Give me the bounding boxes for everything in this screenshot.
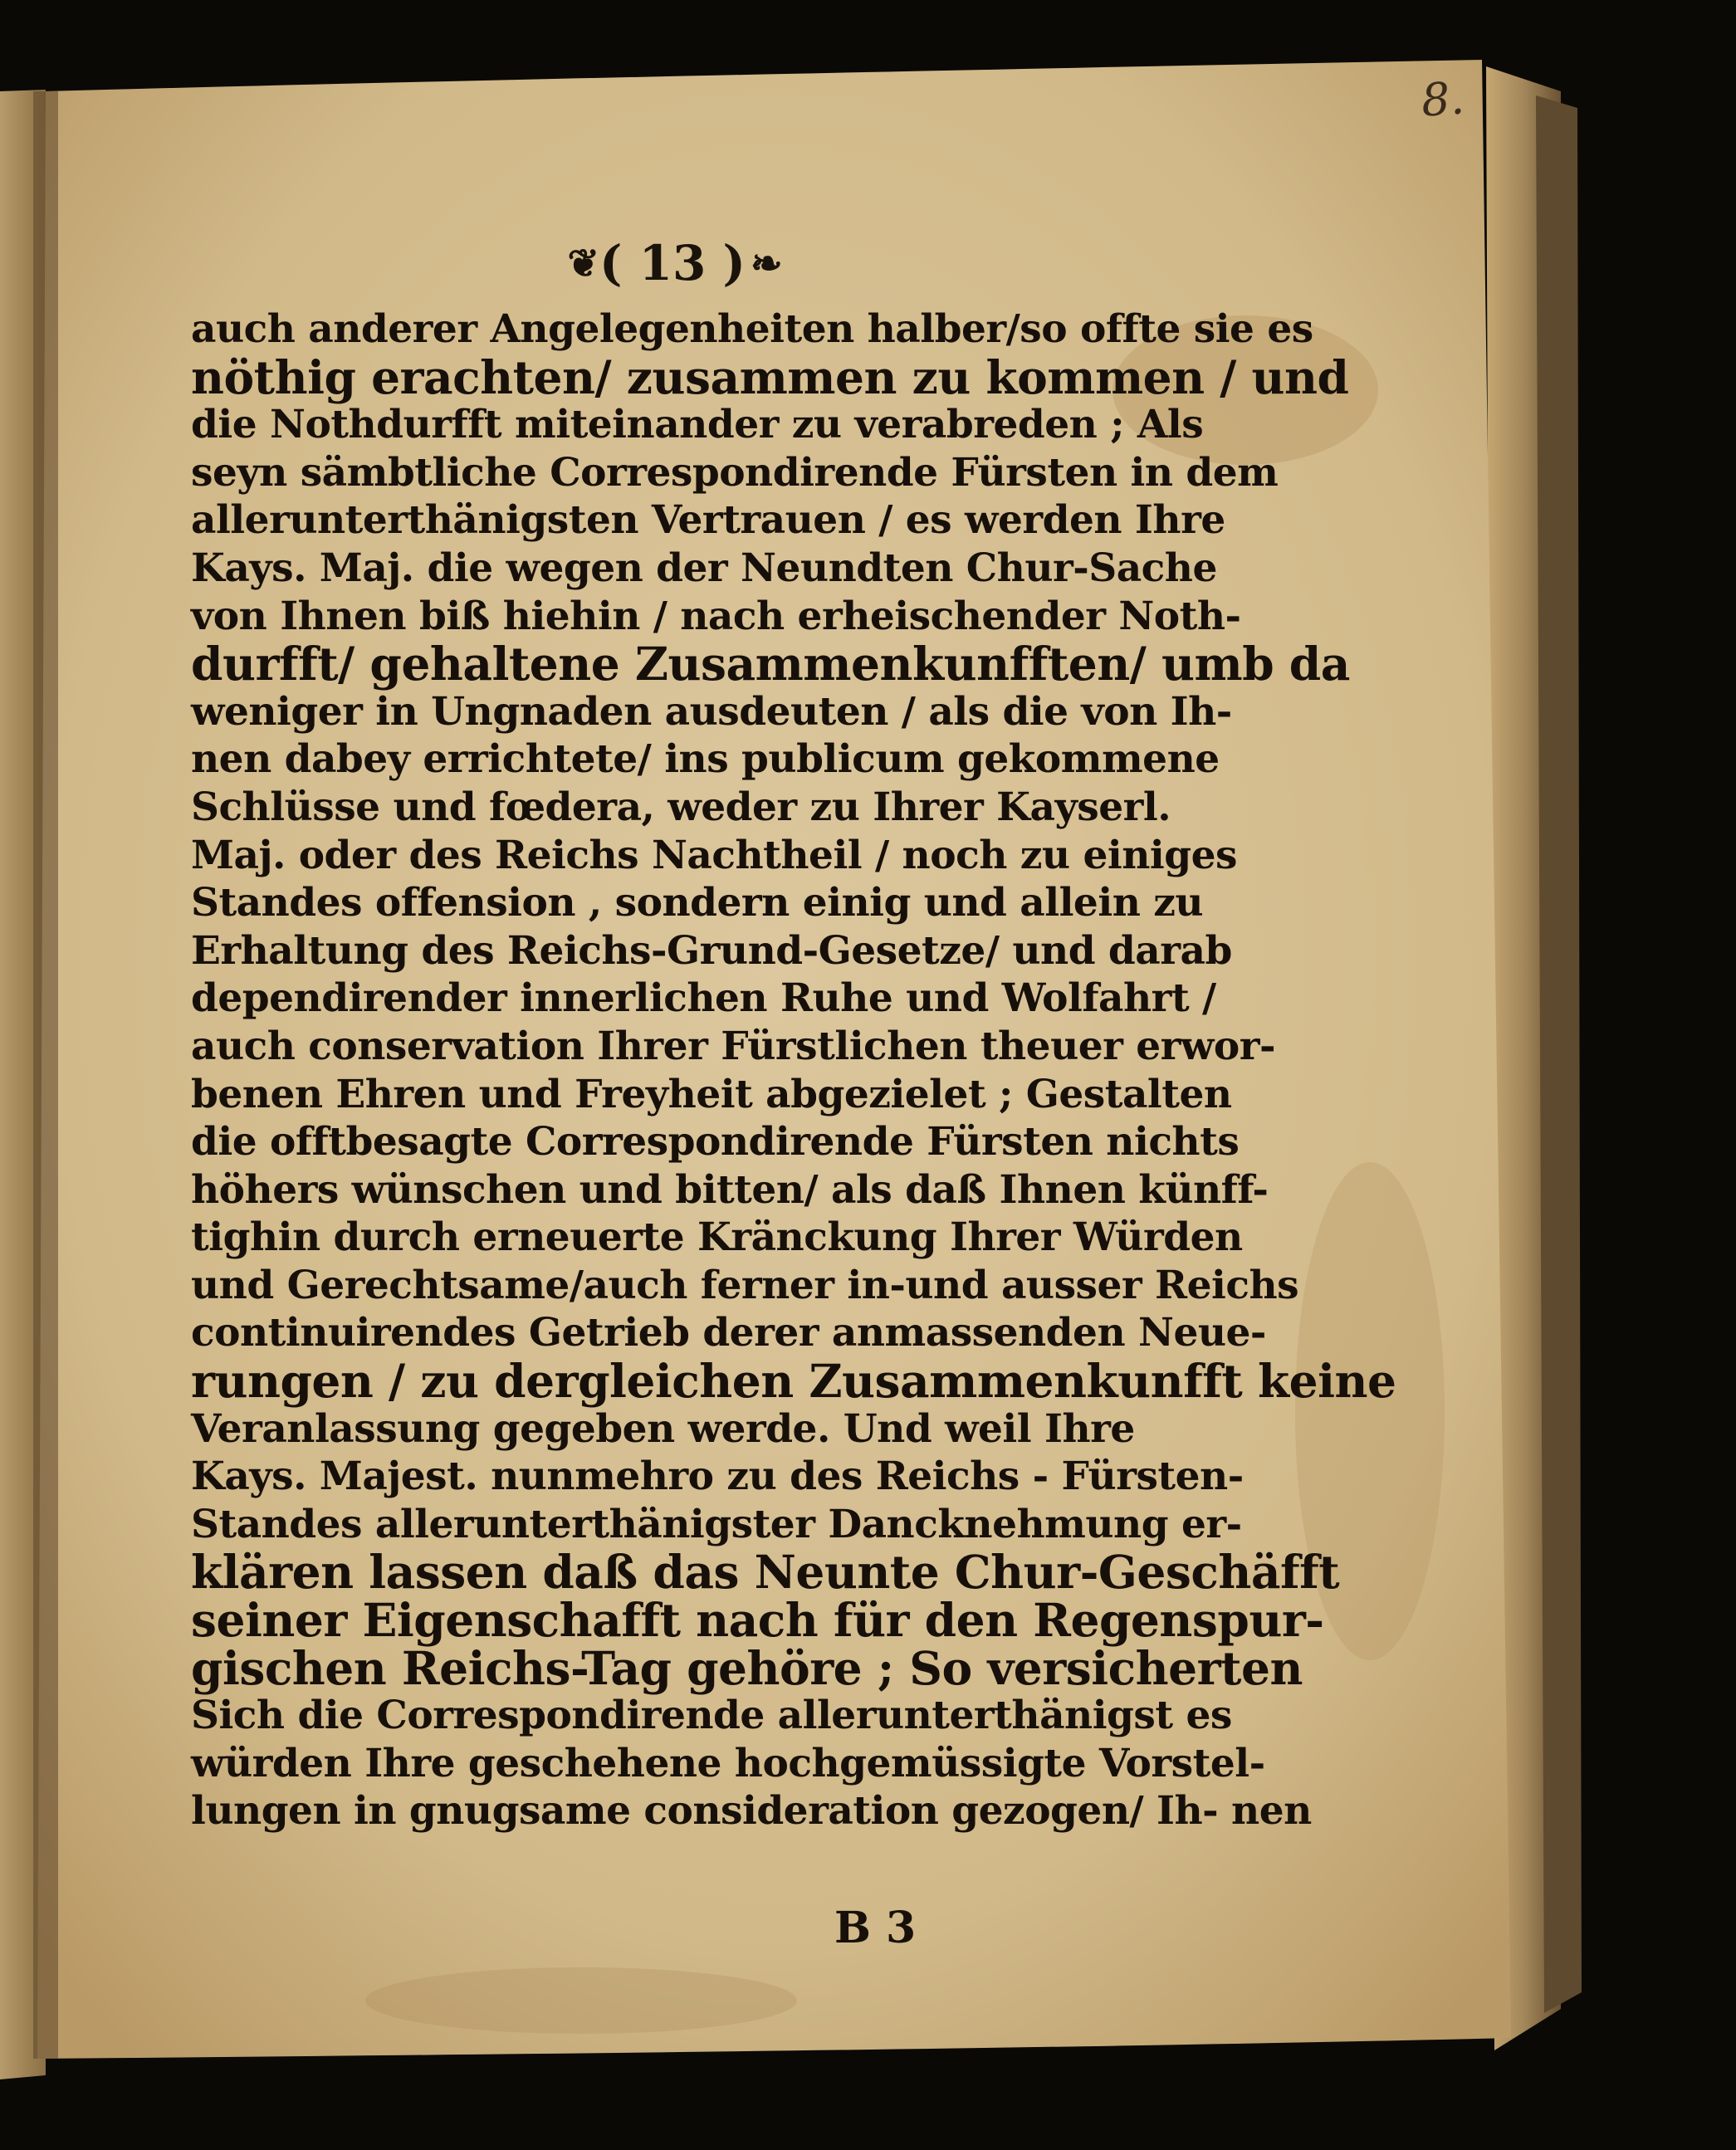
text-line: Kays. Maj. die wegen der Neundten Chur-Sache [191,545,1217,591]
body-text [191,305,1396,1835]
text-line: Standes offension , sondern einig und allein zu [191,880,1204,926]
text-line: klären lassen daß das Neunte Chur-Geschäfft [191,1545,1340,1600]
text-line: Schlüsse und fœdera, weder zu Ihrer Kayserl. [191,784,1171,830]
running-head [540,234,805,292]
text-line: auch conservation Ihrer Fürstlichen theuer erwor- [191,1023,1276,1069]
page-folio: ( 13 ) [599,235,746,291]
text-line: rungen / zu dergleichen Zusammenkunfft keine [191,1354,1396,1409]
text-line: durfft/ gehaltene Zusammenkunfften/ umb da [191,637,1350,691]
text-line: Standes allerunterthänigster Dancknehmung er- [191,1501,1242,1547]
text-line: tighin durch erneuerte Kränckung Ihrer Würden [191,1214,1243,1261]
text-line: nöthig erachten/ zusammen zu kommen / und [191,349,1349,404]
text-line: Sich die Correspondirende allerunterthänigst es [191,1693,1232,1739]
text-line: seyn sämbtliche Correspondirende Fürsten in dem [191,449,1279,496]
text-line: Maj. oder des Reichs Nachtheil / noch zu einiges [191,832,1237,878]
text-line: Kays. Majest. nunmehro zu des Reichs - Fürsten- [191,1454,1244,1500]
text-line: nen dabey errichtete/ ins publicum gekommene [191,736,1220,783]
text-line: allerunterthänigsten Vertrauen / es werden Ihre [191,497,1225,544]
text-line: dependirender innerlichen Ruhe und Wolfahrt / [191,975,1216,1022]
text-line: höhers wünschen und bitten/ als daß Ihnen künff- [191,1166,1269,1213]
left-ornament-icon: ❦ [567,241,594,286]
text-line: lungen in gnugsame consideration gezogen/ Ih- nen [191,1788,1312,1835]
text-line: benen Ehren und Freyheit abgezielet ; Gestalten [191,1071,1232,1117]
catchword-signature: B 3 [834,1903,917,1953]
text-line: die Nothdurfft miteinander zu verabreden ; Als [191,402,1204,448]
right-ornament-icon: ❧ [750,241,778,286]
text-line: auch anderer Angelegenheiten halber/so offte sie es [191,306,1313,352]
text-line: von Ihnen biß hiehin / nach erheischender Noth- [191,593,1241,639]
text-line: weniger in Ungnaden ausdeuten / als die von Ih- [191,688,1232,735]
text-line: gischen Reichs-Tag gehöre ; So versicherten [191,1640,1303,1695]
corner-page-number: 8. [1419,71,1466,127]
text-line: und Gerechtsame/auch ferner in-und ausser Reichs [191,1262,1299,1308]
text-line: die offtbesagte Correspondirende Fürsten nichts [191,1119,1240,1165]
text-line: continuirendes Getrieb derer anmassenden Neue- [191,1310,1266,1356]
text-line: würden Ihre geschehene hochgemüssigte Vorstel- [191,1740,1265,1786]
text-line: Erhaltung des Reichs-Grund-Gesetze/ und darab [191,927,1232,974]
text-line: Veranlassung gegeben werde. Und weil Ihre [191,1405,1135,1452]
text-line: seiner Eigenschafft nach für den Regenspur- [191,1593,1324,1648]
